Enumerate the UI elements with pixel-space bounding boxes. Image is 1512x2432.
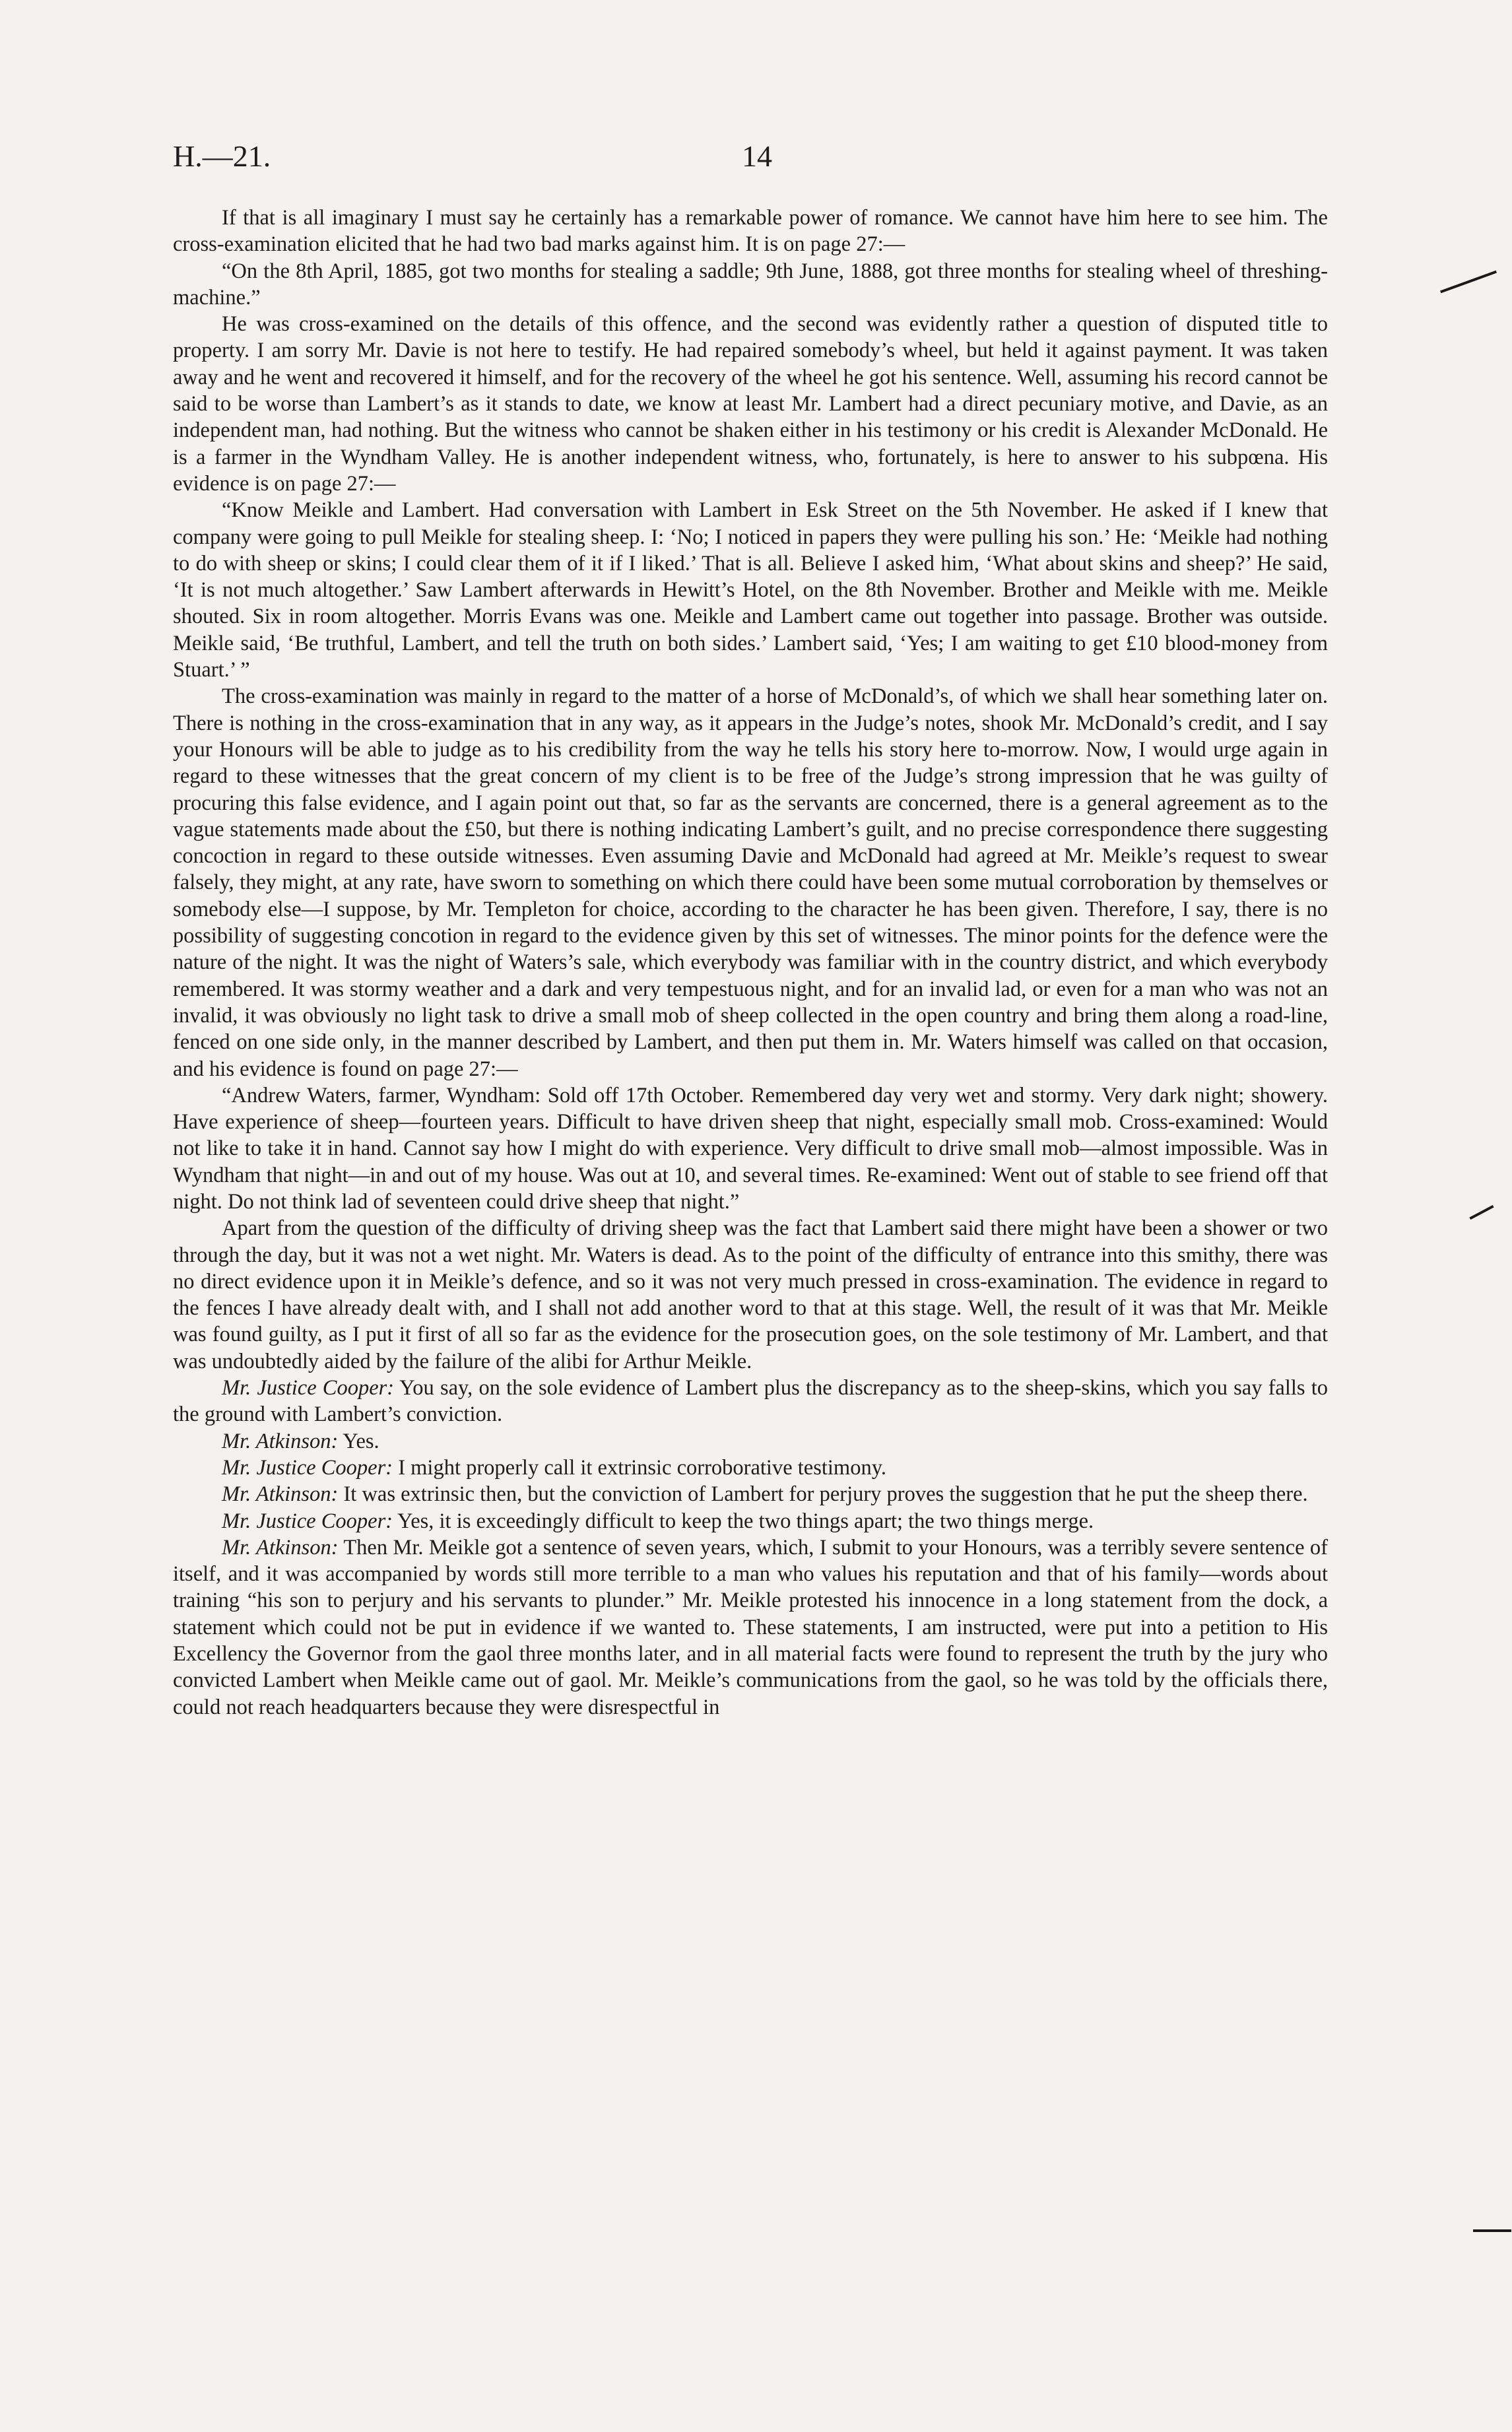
- margin-pen-mark: [1473, 2229, 1511, 2232]
- speech-paragraph: Mr. Atkinson: It was extrinsic then, but the conviction of Lambert for perjury proves the suggestion that he put the sheep there.: [222, 1482, 1308, 1507]
- speaker-name: Mr. Justice Cooper:: [222, 1376, 395, 1400]
- speech-paragraph: Mr. Justice Cooper: Yes, it is exceedingly difficult to keep the two things apart; the two things merge.: [222, 1509, 1094, 1533]
- speaker-name: Mr. Atkinson:: [222, 1535, 339, 1560]
- speaker-name: Mr. Atkinson:: [222, 1482, 339, 1507]
- speaker-name: Mr. Justice Cooper:: [222, 1509, 393, 1533]
- speech-paragraph: Mr. Justice Cooper: I might properly call it extrinsic corroborative testimony.: [222, 1455, 886, 1480]
- document-reference: H.—21.: [173, 139, 271, 173]
- paragraph: He was cross-examined on the details of this offence, and the second was evidently rather a question of disputed title to property. I am sorry Mr. Davie is not here to testify. He had repaired somebody’s wheel, but held it against payment. It was taken away and he went and recovered it himself, and for the recovery of the wheel he got his sentence. Well, assuming his record cannot be said to be worse than Lambert’s as it stands to date, we know at least Mr. Lambert had a direct pecuniary motive, and Davie, as an independent man, had nothing. But the witness who cannot be shaken either in his testimony or his credit is Alexander McDonald. He is a farmer in the Wyndham Valley. He is another independent witness, who, fortunately, is here to answer to his subpœna. His evidence is on page 27:—: [173, 312, 1328, 496]
- document-body: [173, 205, 1328, 1721]
- paragraph: Apart from the question of the difficulty of driving sheep was the fact that Lambert said there might have been a shower or two through the day, but it was not a wet night. Mr. Waters is dead. As to the point of the difficulty of entrance into this smithy, there was no direct evidence upon it in Meikle’s defence, and so it was not very much pressed in cross-examination. The evidence in regard to the fences I have already dealt with, and I shall not add another word to that at this stage. Well, the result of it was that Mr. Meikle was found guilty, as I put it first of all so far as the evidence for the prosecution goes, on the sole testimony of Mr. Lambert, and that was undoubtedly aided by the failure of the alibi for Arthur Meikle.: [173, 1216, 1328, 1373]
- speech-paragraph: Mr. Atkinson: Then Mr. Meikle got a sentence of seven years, which, I submit to your Honours, was a terribly severe sentence of itself, and it was accompanied by words still more terrible to a man who values his reputation and that of his family—words about training “his son to perjury and his servants to plunder.” Mr. Meikle protested his innocence in a long statement from the dock, a statement which could not be put in evidence if we wanted to. These statements, I am instructed, were put into a petition to His Excellency the Governor from the gaol three months later, and in all material facts were found to represent the truth by the jury who convicted Lambert when Meikle came out of gaol. Mr. Meikle’s communications from the gaol, so he was told by the officials there, could not reach headquarters because they were disrespectful in: [173, 1535, 1328, 1719]
- paragraph: If that is all imaginary I must say he certainly has a remarkable power of romance. We cannot have him here to see him. The cross-examination elicited that he had two bad marks against him. It is on page 27:—: [173, 206, 1328, 257]
- quoted-evidence: “Know Meikle and Lambert. Had conversation with Lambert in Esk Street on the 5th November. He asked if I knew that company were going to pull Meikle for stealing sheep. I: ‘No; I noticed in papers they were pulling his son.’ He: ‘Meikle had nothing to do with sheep or skins; I could clear them of it if I liked.’ That is all. Believe I asked him, ‘What about skins and sheep?’ He said, ‘It is not much altogether.’ Saw Lambert afterwards in Hewitt’s Hotel, on the 8th November. Brother and Meikle with me. Meikle shouted. Six in room altogether. Morris Evans was one. Meikle and Lambert came out together into passage. Brother was outside. Meikle said, ‘Be truthful, Lambert, and tell the truth on both sides.’ Lambert said, ‘Yes; I am waiting to get £10 blood-money from Stuart.’ ”: [173, 498, 1328, 682]
- quoted-evidence: “Andrew Waters, farmer, Wyndham: Sold off 17th October. Remembered day very wet and stormy. Very dark night; showery. Have experience of sheep—fourteen years. Difficult to have driven sheep that night, especially small mob. Cross-examined: Would not like to take it in hand. Cannot say how I might do with experience. Very difficult to drive small mob—almost impossible. Was in Wyndham that night—in and out of my house. Was out at 10, and several times. Re-examined: Went out of stable to see friend off that night. Do not think lad of seventeen could drive sheep that night.”: [173, 1083, 1328, 1214]
- page-header: [173, 139, 1339, 178]
- margin-pen-mark: [1440, 271, 1497, 294]
- speaker-name: Mr. Atkinson:: [222, 1429, 339, 1453]
- margin-pen-mark: [1469, 1205, 1494, 1220]
- quoted-evidence: “On the 8th April, 1885, got two months for stealing a saddle; 9th June, 1888, got three months for stealing wheel of threshing-machine.”: [173, 259, 1328, 310]
- page-number: 14: [742, 139, 772, 173]
- speech-paragraph: Mr. Justice Cooper: You say, on the sole evidence of Lambert plus the discrepancy as to the sheep-skins, which you say falls to the ground with Lambert’s conviction.: [173, 1376, 1328, 1427]
- speaker-name: Mr. Justice Cooper:: [222, 1455, 393, 1480]
- paragraph: The cross-examination was mainly in regard to the matter of a horse of McDonald’s, of which we shall hear something later on. There is nothing in the cross-examination that in any way, as it appears in the Judge’s notes, shook Mr. McDonald’s credit, and I say your Honours will be able to judge as to his credibility from the way he tells his story here to-morrow. Now, I would urge again in regard to these witnesses that the great concern of my client is to be free of the Judge’s strong impression that he was guilty of procuring this false evidence, and I again point out that, so far as the servants are concerned, there is a general agreement as to the vague statements made about the £50, but there is nothing indicating Lambert’s guilt, and no precise correspondence there suggesting concoction in regard to these outside witnesses. Even assuming Davie and McDonald had agreed at Mr. Meikle’s request to swear falsely, they might, at any rate, have sworn to something on which there could have been some mutual corroboration by themselves or somebody else—I suppose, by Mr. Templeton for choice, according to the character he has been given. Therefore, I say, there is no possibility of suggesting concotion in regard to the evidence given by this set of witnesses. The minor points for the defence were the nature of the night. It was the night of Waters’s sale, which everybody was familiar with in the country district, and which everybody remembered. It was stormy weather and a dark and very tempestuous night, and for an invalid lad, or even for a man who was not an invalid, it was obviously no light task to drive a small mob of sheep collected in the open country and bring them along a road-line, fenced on one side only, in the manner described by Lambert, and then put them in. Mr. Waters himself was called on that occasion, and his evidence is found on page 27:—: [173, 684, 1328, 1081]
- speech-paragraph: Mr. Atkinson: Yes.: [222, 1429, 379, 1453]
